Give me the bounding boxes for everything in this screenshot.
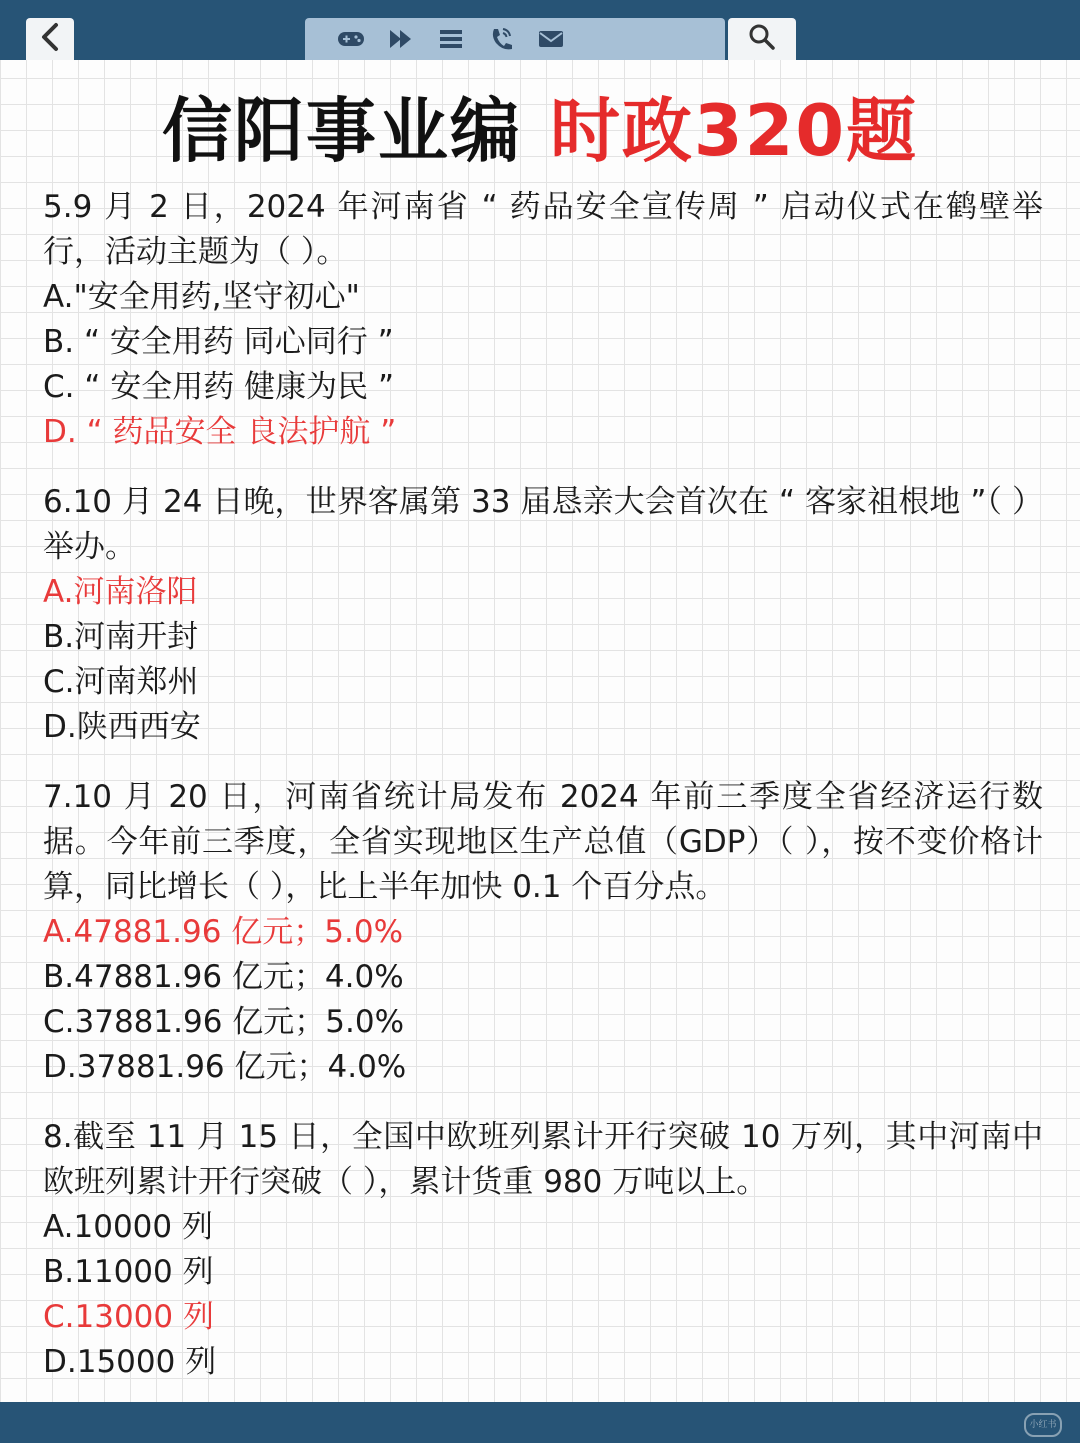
search-button[interactable] <box>728 18 796 60</box>
page-title-main: 信阳事业编 <box>161 90 522 172</box>
question-option: C.37881.96 亿元；5.0% <box>43 1004 405 1040</box>
top-bar <box>0 0 1080 60</box>
page-title <box>0 86 1080 176</box>
mail-icon[interactable] <box>537 25 565 53</box>
gamepad-icon[interactable] <box>337 25 365 53</box>
chevron-left-icon <box>37 22 63 56</box>
message-list-icon[interactable] <box>437 25 465 53</box>
answer-option: D. “ 药品安全 良法护航 ” <box>43 414 397 450</box>
back-button[interactable] <box>26 18 74 60</box>
answer-option: A.47881.96 亿元；5.0% <box>43 914 404 950</box>
question-list <box>43 185 1043 1385</box>
question-option: B.11000 列 <box>43 1254 214 1290</box>
question-option: D.陕西西安 <box>43 709 201 745</box>
question-option: B.47881.96 亿元；4.0% <box>43 959 404 995</box>
question-option: A.10000 列 <box>43 1209 213 1245</box>
phone-call-icon[interactable] <box>487 25 515 53</box>
search-icon <box>747 22 777 56</box>
question-block <box>43 185 1043 455</box>
question-block <box>43 775 1043 1090</box>
answer-option: C.13000 列 <box>43 1299 214 1335</box>
question-option: D.15000 列 <box>43 1344 217 1380</box>
answer-option: A.河南洛阳 <box>43 574 198 610</box>
fast-forward-icon[interactable] <box>387 25 415 53</box>
page-title-highlight: 时政320题 <box>549 90 919 172</box>
question-option: B. “ 安全用药 同心同行 ” <box>43 324 394 360</box>
question-option: D.37881.96 亿元；4.0% <box>43 1049 407 1085</box>
question-stem: 5.9 月 2 日，2024 年河南省 “ 药品安全宣传周 ” 启动仪式在鹤壁举行，活动主题为（ ）。 <box>43 189 1043 270</box>
question-option: C.河南郑州 <box>43 664 199 700</box>
question-option: C. “ 安全用药 健康为民 ” <box>43 369 395 405</box>
watermark-logo: 小红书 <box>1024 1413 1062 1437</box>
question-option: A."安全用药,坚守初心" <box>43 279 360 315</box>
question-stem: 7.10 月 20 日，河南省统计局发布 2024 年前三季度全省经济运行数据。今年前三季度，全省实现地区生产总值（GDP）（ ），按不变价格计算，同比增长（ ），比上半年加快 0.1 个百分点。 <box>43 779 1043 905</box>
question-block <box>43 480 1043 750</box>
bottom-bar <box>0 1402 1080 1443</box>
question-stem: 8.截至 11 月 15 日，全国中欧班列累计开行突破 10 万列，其中河南中欧班列累计开行突破（ ），累计货重 980 万吨以上。 <box>43 1119 1043 1200</box>
question-stem: 6.10 月 24 日晚，世界客属第 33 届恳亲大会首次在 “ 客家祖根地 ”（ ）举办。 <box>43 484 1043 565</box>
toolbar <box>305 18 725 60</box>
question-option: B.河南开封 <box>43 619 199 655</box>
question-block <box>43 1115 1043 1385</box>
